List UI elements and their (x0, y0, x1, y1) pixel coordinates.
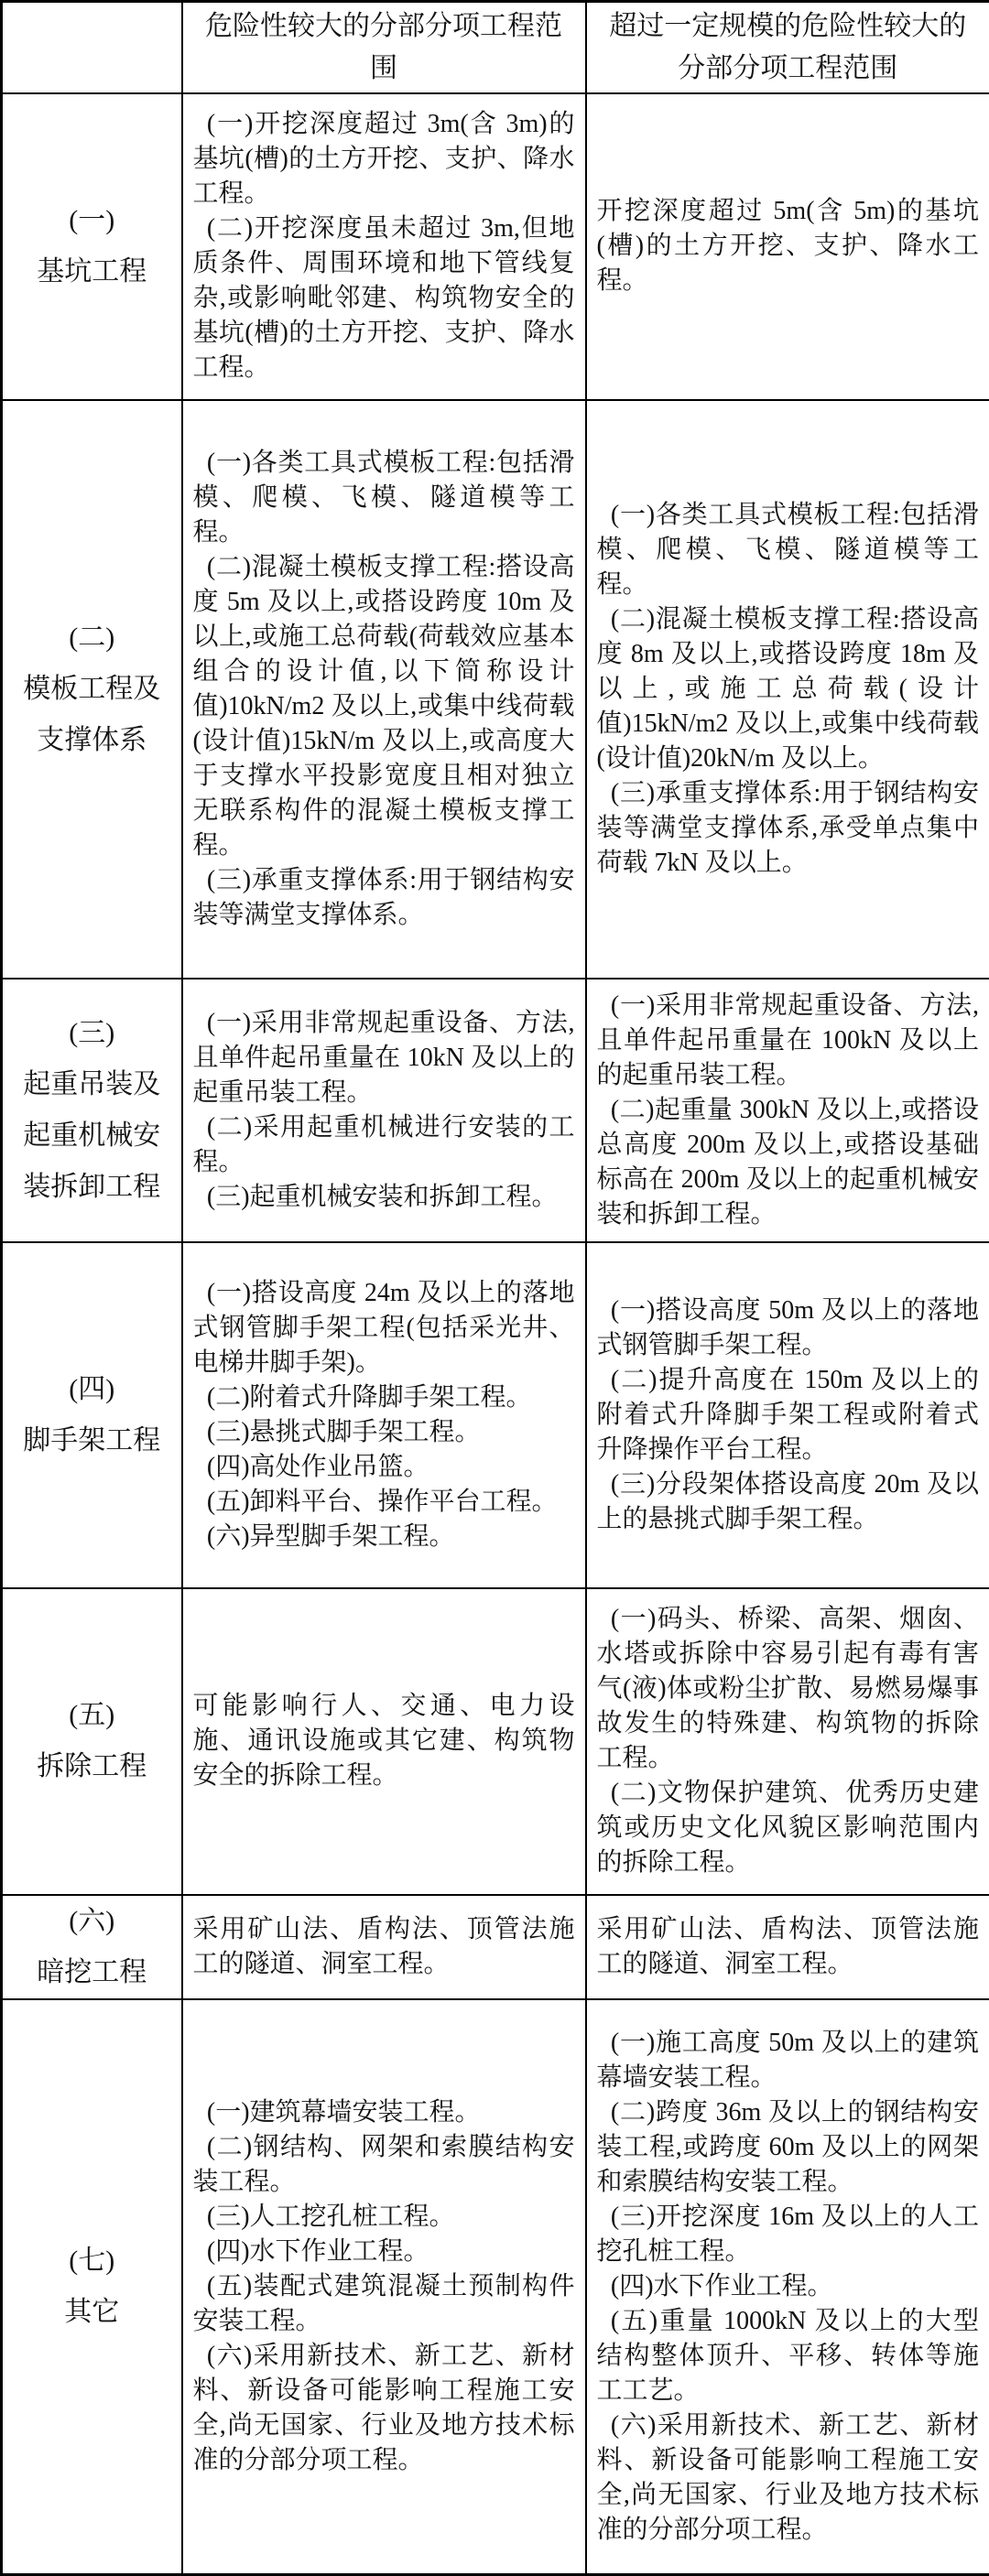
scope-item: 开挖深度超过 5m(含 5m)的基坑(槽)的土方开挖、支护、降水工程。 (597, 194, 980, 298)
scope-item: (一)码头、桥梁、高架、烟囱、水塔或拆除中容易引起有毒有害气(液)体或粉尘扩散、易燃易爆事故发生的特殊建、构筑物的拆除工程。 (597, 1602, 980, 1776)
scope-item: (一)建筑幕墙安装工程。 (193, 2095, 575, 2130)
category-number: (三) (17, 1008, 167, 1059)
row-underground-excavation (2, 1895, 989, 1999)
category-number: (四) (17, 1364, 167, 1415)
category-cell (2, 1242, 182, 1588)
row-scaffolding (2, 1242, 989, 1588)
scope-item: 可能影响行人、交通、电力设施、通讯设施或其它建、构筑物安全的拆除工程。 (193, 1689, 575, 1793)
scope-item: (五)装配式建筑混凝土预制构件安装工程。 (193, 2269, 575, 2339)
header-row (2, 2, 989, 93)
category-cell (2, 1895, 182, 1999)
scope-item: (一)采用非常规起重设备、方法,且单件起吊重量在 100kN 及以上的起重吊装工程。 (597, 989, 980, 1093)
category-name: 模板工程及支撑体系 (17, 664, 167, 766)
scope-item: (二)钢结构、网架和索膜结构安装工程。 (193, 2130, 575, 2200)
category-name: 起重吊装及起重机械安装拆卸工程 (17, 1059, 167, 1213)
scope-item: (一)开挖深度超过 3m(含 3m)的基坑(槽)的土方开挖、支护、降水工程。 (193, 107, 575, 211)
category-cell (2, 400, 182, 979)
scope-item: (一)采用非常规起重设备、方法,且单件起吊重量在 10kN 及以上的起重吊装工程。 (193, 1006, 575, 1110)
scope-item: (三)分段架体搭设高度 20m 及以上的悬挑式脚手架工程。 (597, 1467, 980, 1537)
scope-item: 采用矿山法、盾构法、顶管法施工的隧道、洞室工程。 (597, 1912, 980, 1982)
hazard-scope-cell (182, 1588, 586, 1895)
category-number: (二) (17, 612, 167, 664)
scope-item: (二)提升高度在 150m 及以上的附着式升降脚手架工程或附着式升降操作平台工程。 (597, 1363, 980, 1467)
category-number: (一) (17, 195, 167, 246)
scope-item: (六)异型脚手架工程。 (193, 1520, 575, 1554)
category-name: 暗挖工程 (17, 1947, 167, 1998)
scope-item: (一)搭设高度 24m 及以上的落地式钢管脚手架工程(包括采光井、电梯井脚手架)。 (193, 1276, 575, 1380)
over-scale-scope-cell (586, 93, 989, 400)
scope-item: (五)重量 1000kN 及以上的大型结构整体顶升、平移、转体等施工工艺。 (597, 2304, 980, 2408)
scope-item: (六)采用新技术、新工艺、新材料、新设备可能影响工程施工安全,尚无国家、行业及地方技术标准的分部分项工程。 (597, 2408, 980, 2548)
category-name: 基坑工程 (17, 246, 167, 298)
scope-item: (五)卸料平台、操作平台工程。 (193, 1485, 575, 1520)
hazard-scope-cell (182, 1242, 586, 1588)
scope-item: (四)高处作业吊篮。 (193, 1450, 575, 1485)
scope-item: (二)文物保护建筑、优秀历史建筑或历史文化风貌区影响范围内的拆除工程。 (597, 1776, 980, 1880)
scope-item: (二)开挖深度虽未超过 3m,但地质条件、周围环境和地下管线复杂,或影响毗邻建、构筑物安全的基坑(槽)的土方开挖、支护、降水工程。 (193, 211, 575, 385)
row-lifting-hoisting (2, 979, 989, 1242)
category-cell (2, 979, 182, 1242)
scope-item: (四)水下作业工程。 (193, 2235, 575, 2269)
category-number: (七) (17, 2235, 167, 2287)
scope-item: (三)承重支撑体系:用于钢结构安装等满堂支撑体系,承受单点集中荷载 7kN 及以上。 (597, 776, 980, 881)
hazard-scope-cell (182, 400, 586, 979)
hazard-scope-cell (182, 1999, 586, 2575)
scope-item: (二)起重量 300kN 及以上,或搭设总高度 200m 及以上,或搭设基础标高在 200m 及以上的起重机械安装和拆卸工程。 (597, 1093, 980, 1232)
over-scale-scope-cell (586, 1242, 989, 1588)
scope-item: (二)混凝土模板支撑工程:搭设高度 5m 及以上,或搭设跨度 10m 及以上,或施工总荷载(荷载效应基本组合的设计值,以下简称设计值)10kN/m2 及以上,或集中线荷载(设计值)15kN/m 及以上,或高度大于支撑水平投影宽度且相对独立无联系构件的混凝土模板支撑工程。 (193, 550, 575, 863)
category-name: 脚手架工程 (17, 1415, 167, 1467)
over-scale-scope-cell (586, 1999, 989, 2575)
scope-item: (三)开挖深度 16m 及以上的人工挖孔桩工程。 (597, 2200, 980, 2269)
scope-item: (三)人工挖孔桩工程。 (193, 2200, 575, 2235)
row-demolition (2, 1588, 989, 1895)
scope-item: (一)各类工具式模板工程:包括滑模、爬模、飞模、隧道模等工程。 (597, 498, 980, 602)
category-cell (2, 1999, 182, 2575)
scope-item: (二)跨度 36m 及以上的钢结构安装工程,或跨度 60m 及以上的网架和索膜结构安装工程。 (597, 2095, 980, 2200)
scope-item: (四)水下作业工程。 (597, 2269, 980, 2304)
scope-item: (一)各类工具式模板工程:包括滑模、爬模、飞模、隧道模等工程。 (193, 446, 575, 550)
row-foundation-pit (2, 93, 989, 400)
scope-item: (六)采用新技术、新工艺、新材料、新设备可能影响工程施工安全,尚无国家、行业及地方技术标准的分部分项工程。 (193, 2339, 575, 2478)
scope-item: (二)混凝土模板支撑工程:搭设高度 8m 及以上,或搭设跨度 18m 及以上,或施工总荷载(设计值)15kN/m2 及以上,或集中线荷载(设计值)20kN/m 及以上。 (597, 602, 980, 776)
category-number: (六) (17, 1896, 167, 1947)
scope-item: (二)附着式升降脚手架工程。 (193, 1380, 575, 1415)
scope-item: (一)施工高度 50m 及以上的建筑幕墙安装工程。 (597, 2026, 980, 2095)
over-scale-scope-cell (586, 1588, 989, 1895)
scope-item: (三)起重机械安装和拆卸工程。 (193, 1180, 575, 1215)
row-formwork-support (2, 400, 989, 979)
over-scale-scope-cell (586, 979, 989, 1242)
scope-item: 采用矿山法、盾构法、顶管法施工的隧道、洞室工程。 (193, 1912, 575, 1982)
header-hazard-scope: 危险性较大的分部分项工程范围 (182, 2, 586, 93)
hazard-scope-cell (182, 979, 586, 1242)
scope-item: (一)搭设高度 50m 及以上的落地式钢管脚手架工程。 (597, 1293, 980, 1363)
hazard-scope-cell (182, 1895, 586, 1999)
category-name: 拆除工程 (17, 1741, 167, 1792)
category-cell (2, 93, 182, 400)
category-name: 其它 (17, 2287, 167, 2338)
over-scale-scope-cell (586, 400, 989, 979)
scope-item: (三)承重支撑体系:用于钢结构安装等满堂支撑体系。 (193, 863, 575, 933)
header-category-cell (2, 2, 182, 93)
over-scale-scope-cell (586, 1895, 989, 1999)
hazard-scope-cell (182, 93, 586, 400)
category-number: (五) (17, 1690, 167, 1741)
scope-item: (三)悬挑式脚手架工程。 (193, 1415, 575, 1450)
category-cell (2, 1588, 182, 1895)
scope-item: (二)采用起重机械进行安装的工程。 (193, 1110, 575, 1180)
header-over-scale-scope: 超过一定规模的危险性较大的分部分项工程范围 (586, 2, 989, 93)
row-others (2, 1999, 989, 2575)
